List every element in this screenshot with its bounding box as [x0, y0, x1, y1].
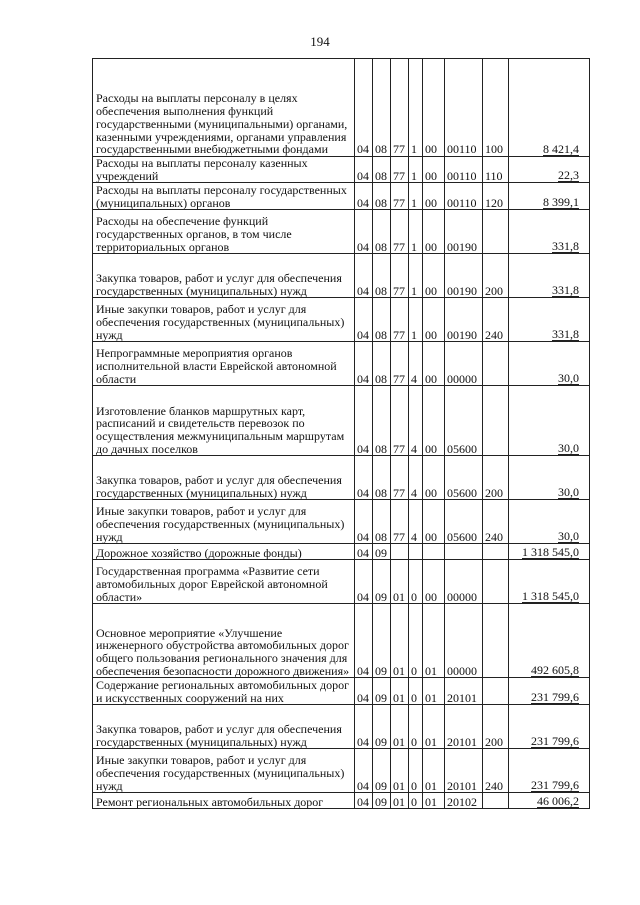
code-cell-vr: 240	[483, 298, 509, 342]
table-row	[93, 342, 590, 386]
expense-name-cell: Государственная программа «Развитие сети автомобильных дорог Еврейской автономной области»	[93, 560, 355, 604]
amount-cell	[509, 298, 590, 342]
expense-name-cell: Содержание региональных автомобильных дорог и искусственных сооружений на них	[93, 678, 355, 705]
code-cell-rz: 04	[355, 183, 373, 210]
code-cell-p4: 05600	[445, 456, 483, 500]
code-cell-p4	[445, 544, 483, 560]
code-cell-rz: 04	[355, 749, 373, 793]
code-cell-vr: 200	[483, 705, 509, 749]
code-cell-p3: 01	[423, 604, 445, 678]
code-cell-p3: 00	[423, 298, 445, 342]
amount-value: 30,0	[558, 371, 579, 386]
code-cell-p4: 20101	[445, 678, 483, 705]
amount-cell	[509, 59, 590, 157]
code-cell-p1: 77	[391, 183, 409, 210]
table-body	[93, 59, 590, 809]
expense-name-cell: Иные закупки товаров, работ и услуг для обеспечения государственных (муниципальных) нужд	[93, 500, 355, 544]
amount-cell	[509, 560, 590, 604]
table-row	[93, 456, 590, 500]
expense-name-cell: Закупка товаров, работ и услуг для обеспечения государственных (муниципальных) нужд	[93, 705, 355, 749]
amount-cell	[509, 604, 590, 678]
page-number: 194	[310, 34, 330, 49]
code-cell-rz: 04	[355, 500, 373, 544]
code-cell-p1	[391, 544, 409, 560]
table-row	[93, 793, 590, 809]
code-cell-p1: 77	[391, 500, 409, 544]
code-cell-p4: 00110	[445, 59, 483, 157]
code-cell-p4: 05600	[445, 500, 483, 544]
code-cell-p1: 01	[391, 560, 409, 604]
code-cell-vr	[483, 793, 509, 809]
table-row	[93, 544, 590, 560]
amount-cell	[509, 210, 590, 254]
code-cell-p2: 1	[409, 59, 423, 157]
code-cell-p2: 4	[409, 386, 423, 456]
table-row	[93, 604, 590, 678]
code-cell-p1: 01	[391, 749, 409, 793]
code-cell-p1: 77	[391, 386, 409, 456]
code-cell-rz: 04	[355, 604, 373, 678]
table-row	[93, 500, 590, 544]
code-cell-vr	[483, 342, 509, 386]
code-cell-vr	[483, 210, 509, 254]
code-cell-vr	[483, 386, 509, 456]
amount-value: 331,8	[552, 283, 579, 298]
expense-name-cell: Закупка товаров, работ и услуг для обеспечения государственных (муниципальных) нужд	[93, 456, 355, 500]
code-cell-vr: 240	[483, 500, 509, 544]
amount-value: 30,0	[558, 485, 579, 500]
code-cell-p1: 01	[391, 793, 409, 809]
code-cell-p3: 01	[423, 705, 445, 749]
expense-name-cell: Непрограммные мероприятия органов исполнительной власти Еврейской автономной области	[93, 342, 355, 386]
code-cell-p1: 77	[391, 456, 409, 500]
table-row	[93, 678, 590, 705]
code-cell-p1: 77	[391, 59, 409, 157]
code-cell-p2: 1	[409, 183, 423, 210]
amount-value: 1 318 545,0	[522, 589, 579, 604]
table-row	[93, 705, 590, 749]
table-row	[93, 183, 590, 210]
code-cell-vr	[483, 678, 509, 705]
code-cell-pr: 08	[373, 456, 391, 500]
code-cell-pr: 09	[373, 678, 391, 705]
code-cell-p4: 00190	[445, 298, 483, 342]
code-cell-pr: 08	[373, 500, 391, 544]
code-cell-pr: 08	[373, 183, 391, 210]
table-row	[93, 749, 590, 793]
code-cell-p2: 1	[409, 157, 423, 183]
code-cell-p3: 00	[423, 342, 445, 386]
code-cell-p3: 00	[423, 500, 445, 544]
amount-cell	[509, 749, 590, 793]
code-cell-p3: 01	[423, 749, 445, 793]
code-cell-p2: 0	[409, 560, 423, 604]
expense-name-cell: Расходы на выплаты персоналу государственных (муниципальных) органов	[93, 183, 355, 210]
code-cell-vr: 200	[483, 254, 509, 298]
amount-cell	[509, 254, 590, 298]
code-cell-p1: 77	[391, 254, 409, 298]
code-cell-vr: 240	[483, 749, 509, 793]
expense-name-cell: Закупка товаров, работ и услуг для обеспечения государственных (муниципальных) нужд	[93, 254, 355, 298]
code-cell-pr: 09	[373, 793, 391, 809]
code-cell-rz: 04	[355, 456, 373, 500]
code-cell-p2: 1	[409, 254, 423, 298]
amount-cell	[509, 342, 590, 386]
amount-value: 8 421,4	[543, 142, 579, 156]
code-cell-pr: 08	[373, 210, 391, 254]
expense-name-cell: Ремонт региональных автомобильных дорог	[93, 793, 355, 809]
code-cell-rz: 04	[355, 560, 373, 604]
code-cell-p3	[423, 544, 445, 560]
code-cell-p2: 0	[409, 793, 423, 809]
code-cell-p2: 0	[409, 705, 423, 749]
table-row	[93, 210, 590, 254]
code-cell-rz: 04	[355, 678, 373, 705]
code-cell-p2	[409, 544, 423, 560]
code-cell-pr: 08	[373, 157, 391, 183]
code-cell-p1: 77	[391, 342, 409, 386]
amount-cell	[509, 456, 590, 500]
code-cell-p4: 00000	[445, 560, 483, 604]
table-row	[93, 560, 590, 604]
code-cell-p3: 01	[423, 793, 445, 809]
amount-value: 30,0	[558, 529, 579, 544]
code-cell-p3: 01	[423, 678, 445, 705]
code-cell-rz: 04	[355, 342, 373, 386]
code-cell-pr: 09	[373, 604, 391, 678]
amount-cell	[509, 678, 590, 705]
code-cell-p4: 00000	[445, 342, 483, 386]
code-cell-pr: 08	[373, 254, 391, 298]
expense-name-cell: Иные закупки товаров, работ и услуг для обеспечения государственных (муниципальных) нужд	[93, 749, 355, 793]
code-cell-vr: 110	[483, 157, 509, 183]
code-cell-p4: 00000	[445, 604, 483, 678]
amount-value: 30,0	[558, 441, 579, 456]
code-cell-p4: 00110	[445, 183, 483, 210]
code-cell-rz: 04	[355, 793, 373, 809]
amount-value: 231 799,6	[531, 778, 579, 793]
code-cell-p4: 00110	[445, 157, 483, 183]
code-cell-rz: 04	[355, 254, 373, 298]
code-cell-p2: 4	[409, 342, 423, 386]
code-cell-pr: 08	[373, 298, 391, 342]
code-cell-pr: 09	[373, 705, 391, 749]
expense-name-cell: Расходы на обеспечение функций государственных органов, в том числе территориальных органов	[93, 210, 355, 254]
amount-value: 492 605,8	[531, 663, 579, 678]
code-cell-p3: 00	[423, 254, 445, 298]
amount-value: 231 799,6	[531, 690, 579, 705]
code-cell-p4: 00190	[445, 210, 483, 254]
code-cell-p3: 00	[423, 183, 445, 210]
expense-name-cell: Расходы на выплаты персоналу в целях обеспечения выполнения функций государственными (муниципальными) органами, казенными учреждениями, органами управления государственными внебюджетными фондами	[93, 59, 355, 157]
amount-cell	[509, 183, 590, 210]
code-cell-p2: 0	[409, 749, 423, 793]
code-cell-p2: 1	[409, 298, 423, 342]
code-cell-pr: 09	[373, 544, 391, 560]
code-cell-p1: 01	[391, 604, 409, 678]
code-cell-p4: 00190	[445, 254, 483, 298]
amount-value: 1 318 545,0	[522, 545, 579, 560]
code-cell-rz: 04	[355, 544, 373, 560]
code-cell-rz: 04	[355, 386, 373, 456]
amount-value: 8 399,1	[543, 195, 579, 210]
code-cell-vr	[483, 544, 509, 560]
code-cell-vr: 120	[483, 183, 509, 210]
code-cell-p2: 1	[409, 210, 423, 254]
code-cell-p2: 4	[409, 456, 423, 500]
amount-cell	[509, 386, 590, 456]
code-cell-p3: 00	[423, 157, 445, 183]
code-cell-pr: 09	[373, 560, 391, 604]
code-cell-pr: 08	[373, 386, 391, 456]
code-cell-vr	[483, 560, 509, 604]
amount-value: 231 799,6	[531, 734, 579, 749]
code-cell-p1: 77	[391, 298, 409, 342]
code-cell-p1: 01	[391, 678, 409, 705]
code-cell-p2: 0	[409, 678, 423, 705]
code-cell-rz: 04	[355, 705, 373, 749]
amount-cell	[509, 157, 590, 183]
amount-value: 22,3	[558, 168, 579, 183]
code-cell-p2: 4	[409, 500, 423, 544]
code-cell-p1: 77	[391, 210, 409, 254]
code-cell-rz: 04	[355, 59, 373, 157]
table-row	[93, 298, 590, 342]
amount-cell	[509, 705, 590, 749]
budget-table	[92, 58, 590, 809]
table-row	[93, 386, 590, 456]
code-cell-rz: 04	[355, 298, 373, 342]
code-cell-pr: 08	[373, 342, 391, 386]
amount-value: 46 006,2	[537, 794, 579, 809]
expense-name-cell: Расходы на выплаты персоналу казенных учреждений	[93, 157, 355, 183]
code-cell-rz: 04	[355, 210, 373, 254]
code-cell-p4: 20101	[445, 705, 483, 749]
expense-name-cell: Дорожное хозяйство (дорожные фонды)	[93, 544, 355, 560]
expense-name-cell: Изготовление бланков маршрутных карт, расписаний и свидетельств перевозок по осуществления межмуниципальным маршрутам до дачных поселков	[93, 386, 355, 456]
amount-value: 331,8	[552, 327, 579, 342]
code-cell-p4: 20102	[445, 793, 483, 809]
code-cell-p1: 77	[391, 157, 409, 183]
code-cell-pr: 08	[373, 59, 391, 157]
amount-cell	[509, 500, 590, 544]
code-cell-vr: 200	[483, 456, 509, 500]
code-cell-vr: 100	[483, 59, 509, 157]
code-cell-pr: 09	[373, 749, 391, 793]
expense-name-cell: Иные закупки товаров, работ и услуг для обеспечения государственных (муниципальных) нужд	[93, 298, 355, 342]
code-cell-vr	[483, 604, 509, 678]
table-row	[93, 59, 590, 157]
code-cell-p3: 00	[423, 210, 445, 254]
code-cell-rz: 04	[355, 157, 373, 183]
table-row	[93, 254, 590, 298]
code-cell-p1: 01	[391, 705, 409, 749]
code-cell-p4: 20101	[445, 749, 483, 793]
amount-cell	[509, 793, 590, 809]
code-cell-p4: 05600	[445, 386, 483, 456]
code-cell-p3: 00	[423, 386, 445, 456]
amount-cell	[509, 544, 590, 560]
code-cell-p2: 0	[409, 604, 423, 678]
code-cell-p3: 00	[423, 456, 445, 500]
amount-value: 331,8	[552, 239, 579, 254]
expense-name-cell: Основное мероприятие «Улучшение инженерного обустройства автомобильных дорог общего пользования регионального значения для обеспечения безопасности дорожного движения»	[93, 604, 355, 678]
table-row	[93, 157, 590, 183]
code-cell-p3: 00	[423, 59, 445, 157]
code-cell-p3: 00	[423, 560, 445, 604]
